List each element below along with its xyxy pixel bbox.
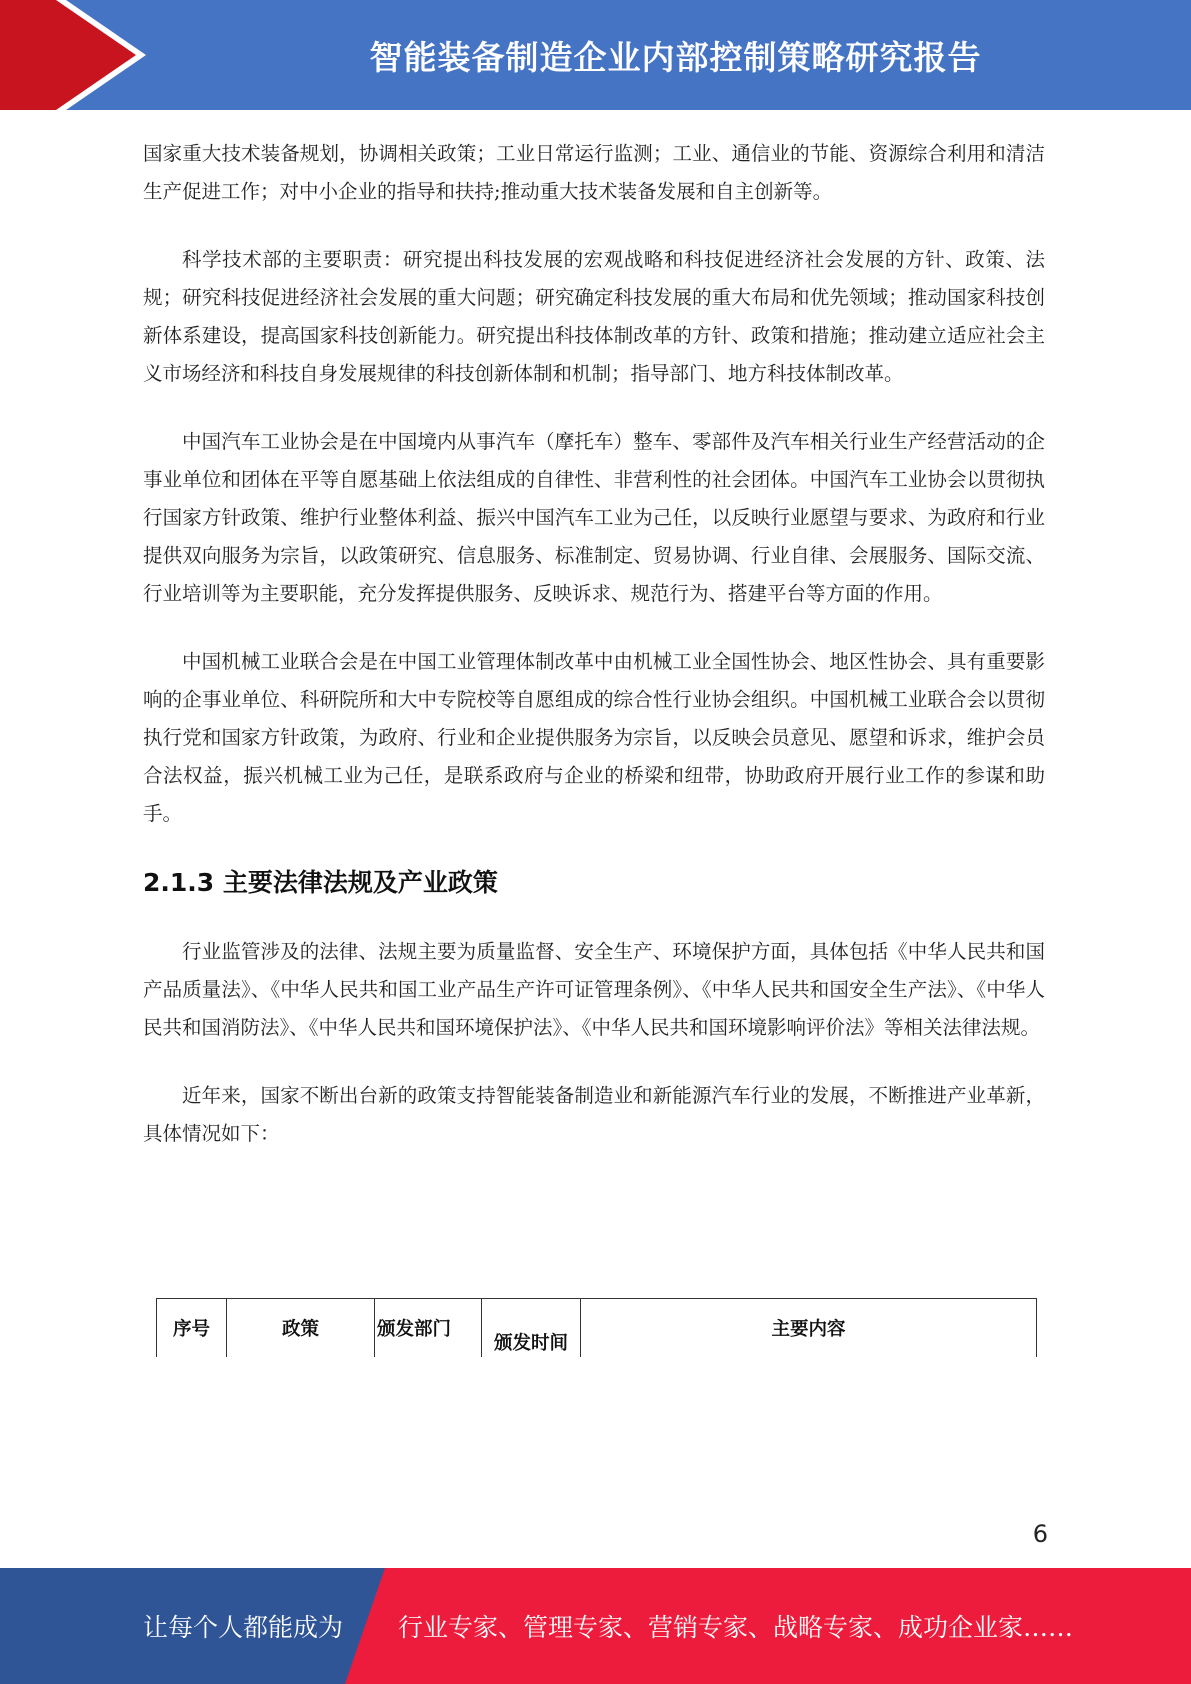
column-header-department: 颁发部门	[375, 1299, 482, 1358]
table-header-row	[157, 1299, 1037, 1358]
paragraph: 科学技术部的主要职责：研究提出科技发展的宏观战略和科技促进经济社会发展的方针、政策、法规；研究科技促进经济社会发展的重大问题；研究确定科技发展的重大布局和优先领域；推动国家科技创新体系建设，提高国家科技创新能力。研究提出科技体制改革的方针、政策和措施；推动建立适应社会主义市场经济和科技自身发展规律的科技创新体制和机制；指导部门、地方科技体制改革。	[143, 248, 1045, 385]
paragraph: 中国机械工业联合会是在中国工业管理体制改革中由机械工业全国性协会、地区性协会、具有重要影响的企事业单位、科研院所和大中专院校等自愿组成的综合性行业协会组织。中国机械工业联合会以贯彻执行党和国家方针政策，为政府、行业和企业提供服务为宗旨，以反映会员意见、愿望和诉求，维护会员合法权益，振兴机械工业为己任，是联系政府与企业的桥梁和纽带，协助政府开展行业工作的参谋和助手。	[143, 650, 1045, 825]
paragraph: 国家重大技术装备规划，协调相关政策；工业日常运行监测；工业、通信业的节能、资源综合利用和清洁生产促进工作；对中小企业的指导和扶持;推动重大技术装备发展和自主创新等。	[143, 142, 1045, 203]
paragraph: 近年来，国家不断出台新的政策支持智能装备制造业和新能源汽车行业的发展，不断推进产业革新，具体情况如下：	[143, 1084, 1045, 1145]
document-body	[143, 135, 1045, 1183]
page-footer	[0, 1568, 1191, 1684]
column-header-date: 颁发时间	[482, 1299, 581, 1358]
paragraph: 中国汽车工业协会是在中国境内从事汽车（摩托车）整车、零部件及汽车相关行业生产经营活动的企事业单位和团体在平等自愿基础上依法组成的自律性、非营利性的社会团体。中国汽车工业协会以贯彻执行国家方针政策、维护行业整体利益、振兴中国汽车工业为己任，以反映行业愿望与要求、为政府和行业提供双向服务为宗旨，以政策研究、信息服务、标准制定、贸易协调、行业自律、会展服务、国际交流、行业培训等为主要职能，充分发挥提供服务、反映诉求、规范行为、搭建平台等方面的作用。	[143, 430, 1045, 605]
page-header	[0, 0, 1191, 110]
section-heading: 2.1.3 主要法律法规及产业政策	[143, 868, 498, 897]
policy-table	[156, 1298, 1036, 1356]
chevron-logo-icon	[0, 0, 180, 110]
column-header-index: 序号	[157, 1299, 227, 1358]
report-title: 智能装备制造企业内部控制策略研究报告	[369, 37, 982, 77]
column-header-policy: 政策	[227, 1299, 375, 1358]
paragraph: 行业监管涉及的法律、法规主要为质量监督、安全生产、环境保护方面，具体包括《中华人民共和国产品质量法》、《中华人民共和国工业产品生产许可证管理条例》、《中华人民共和国安全生产法》、《中华人民共和国消防法》、《中华人民共和国环境保护法》、《中华人民共和国环境影响评价法》等相关法律法规。	[143, 940, 1045, 1039]
page-number: 6	[1032, 1520, 1048, 1548]
footer-slogan-left: 让每个人都能成为	[143, 1613, 344, 1642]
column-header-content: 主要内容	[581, 1299, 1037, 1358]
footer-slogan-right: 行业专家、管理专家、营销专家、战略专家、成功企业家……	[398, 1613, 1074, 1642]
